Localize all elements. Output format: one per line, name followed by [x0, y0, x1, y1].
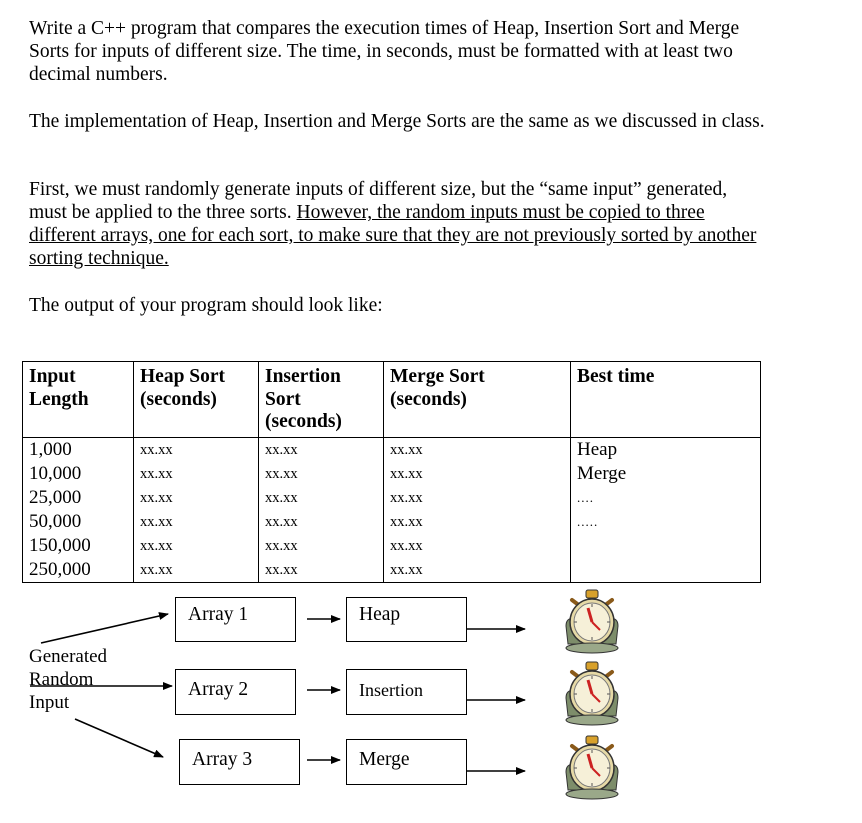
- cell-insertion-time: xx.xx: [259, 437, 384, 462]
- cell-heap-time: xx.xx: [134, 462, 259, 486]
- cell-best-time: ....: [571, 486, 761, 510]
- stopwatch-icon: [562, 660, 622, 726]
- cell-merge-time: xx.xx: [384, 510, 571, 534]
- cell-insertion-time: xx.xx: [259, 558, 384, 583]
- cell-insertion-time: xx.xx: [259, 462, 384, 486]
- source-label-line: Input: [29, 692, 70, 713]
- paragraph-inputs-underlined: However, the random inputs must be copied to three different arrays, one for each sort, to make sure that they are not previously sorted by another sorting technique.: [29, 202, 757, 269]
- array-1-box: Array 1: [175, 597, 296, 642]
- stopwatch-icon: [562, 588, 622, 654]
- generated-random-input-label: [29, 645, 107, 714]
- cell-heap-time: xx.xx: [134, 486, 259, 510]
- header-heap-sort: Heap Sort (seconds): [134, 362, 259, 438]
- heap-sort-box: Heap: [346, 597, 467, 642]
- cell-insertion-time: xx.xx: [259, 510, 384, 534]
- cell-best-time: .....: [571, 510, 761, 534]
- header-merge-sort: Merge Sort (seconds): [384, 362, 571, 438]
- cell-merge-time: xx.xx: [384, 437, 571, 462]
- cell-length: 150,000: [23, 534, 134, 558]
- header-input-length: Input Length: [23, 362, 134, 438]
- cell-heap-time: xx.xx: [134, 510, 259, 534]
- cell-best-time: Merge: [571, 462, 761, 486]
- cell-merge-time: xx.xx: [384, 462, 571, 486]
- cell-merge-time: xx.xx: [384, 486, 571, 510]
- cell-length: 10,000: [23, 462, 134, 486]
- merge-sort-box: Merge: [346, 739, 467, 785]
- insertion-sort-box: Insertion: [346, 669, 467, 715]
- array-3-box: Array 3: [179, 739, 300, 785]
- source-label-line: Generated: [29, 646, 108, 667]
- cell-length: 1,000: [23, 437, 134, 462]
- cell-length: 250,000: [23, 558, 134, 583]
- header-best-time: Best time: [571, 362, 761, 438]
- paragraph-inputs-text: First, we must randomly generate inputs of different size, but the “same input” generated, must be applied to the three sorts.: [29, 179, 728, 223]
- paragraph-task: Write a C++ program that compares the execution times of Heap, Insertion Sort and Merge Sorts for inputs of different size. The time, in seconds, must be formatted with at least two decimal numbers.: [29, 18, 740, 85]
- cell-heap-time: xx.xx: [134, 437, 259, 462]
- paragraph-output-intro: The output of your program should look like:: [29, 295, 383, 316]
- arrow-input-to-array1: [41, 614, 168, 643]
- cell-insertion-time: xx.xx: [259, 486, 384, 510]
- cell-merge-time: xx.xx: [384, 558, 571, 583]
- cell-length: 50,000: [23, 510, 134, 534]
- header-insertion-sort: Insertion Sort (seconds): [259, 362, 384, 438]
- stopwatch-icon: [562, 734, 622, 800]
- cell-heap-time: xx.xx: [134, 558, 259, 583]
- source-label-line: Random: [29, 669, 94, 690]
- cell-insertion-time: xx.xx: [259, 534, 384, 558]
- cell-length: 25,000: [23, 486, 134, 510]
- cell-best-time: Heap: [571, 437, 761, 462]
- array-2-box: Array 2: [175, 669, 296, 715]
- paragraph-implementation: The implementation of Heap, Insertion and Merge Sorts are the same as we discussed in class.: [29, 111, 765, 132]
- cell-merge-time: xx.xx: [384, 534, 571, 558]
- cell-heap-time: xx.xx: [134, 534, 259, 558]
- arrow-input-to-array3: [75, 719, 163, 757]
